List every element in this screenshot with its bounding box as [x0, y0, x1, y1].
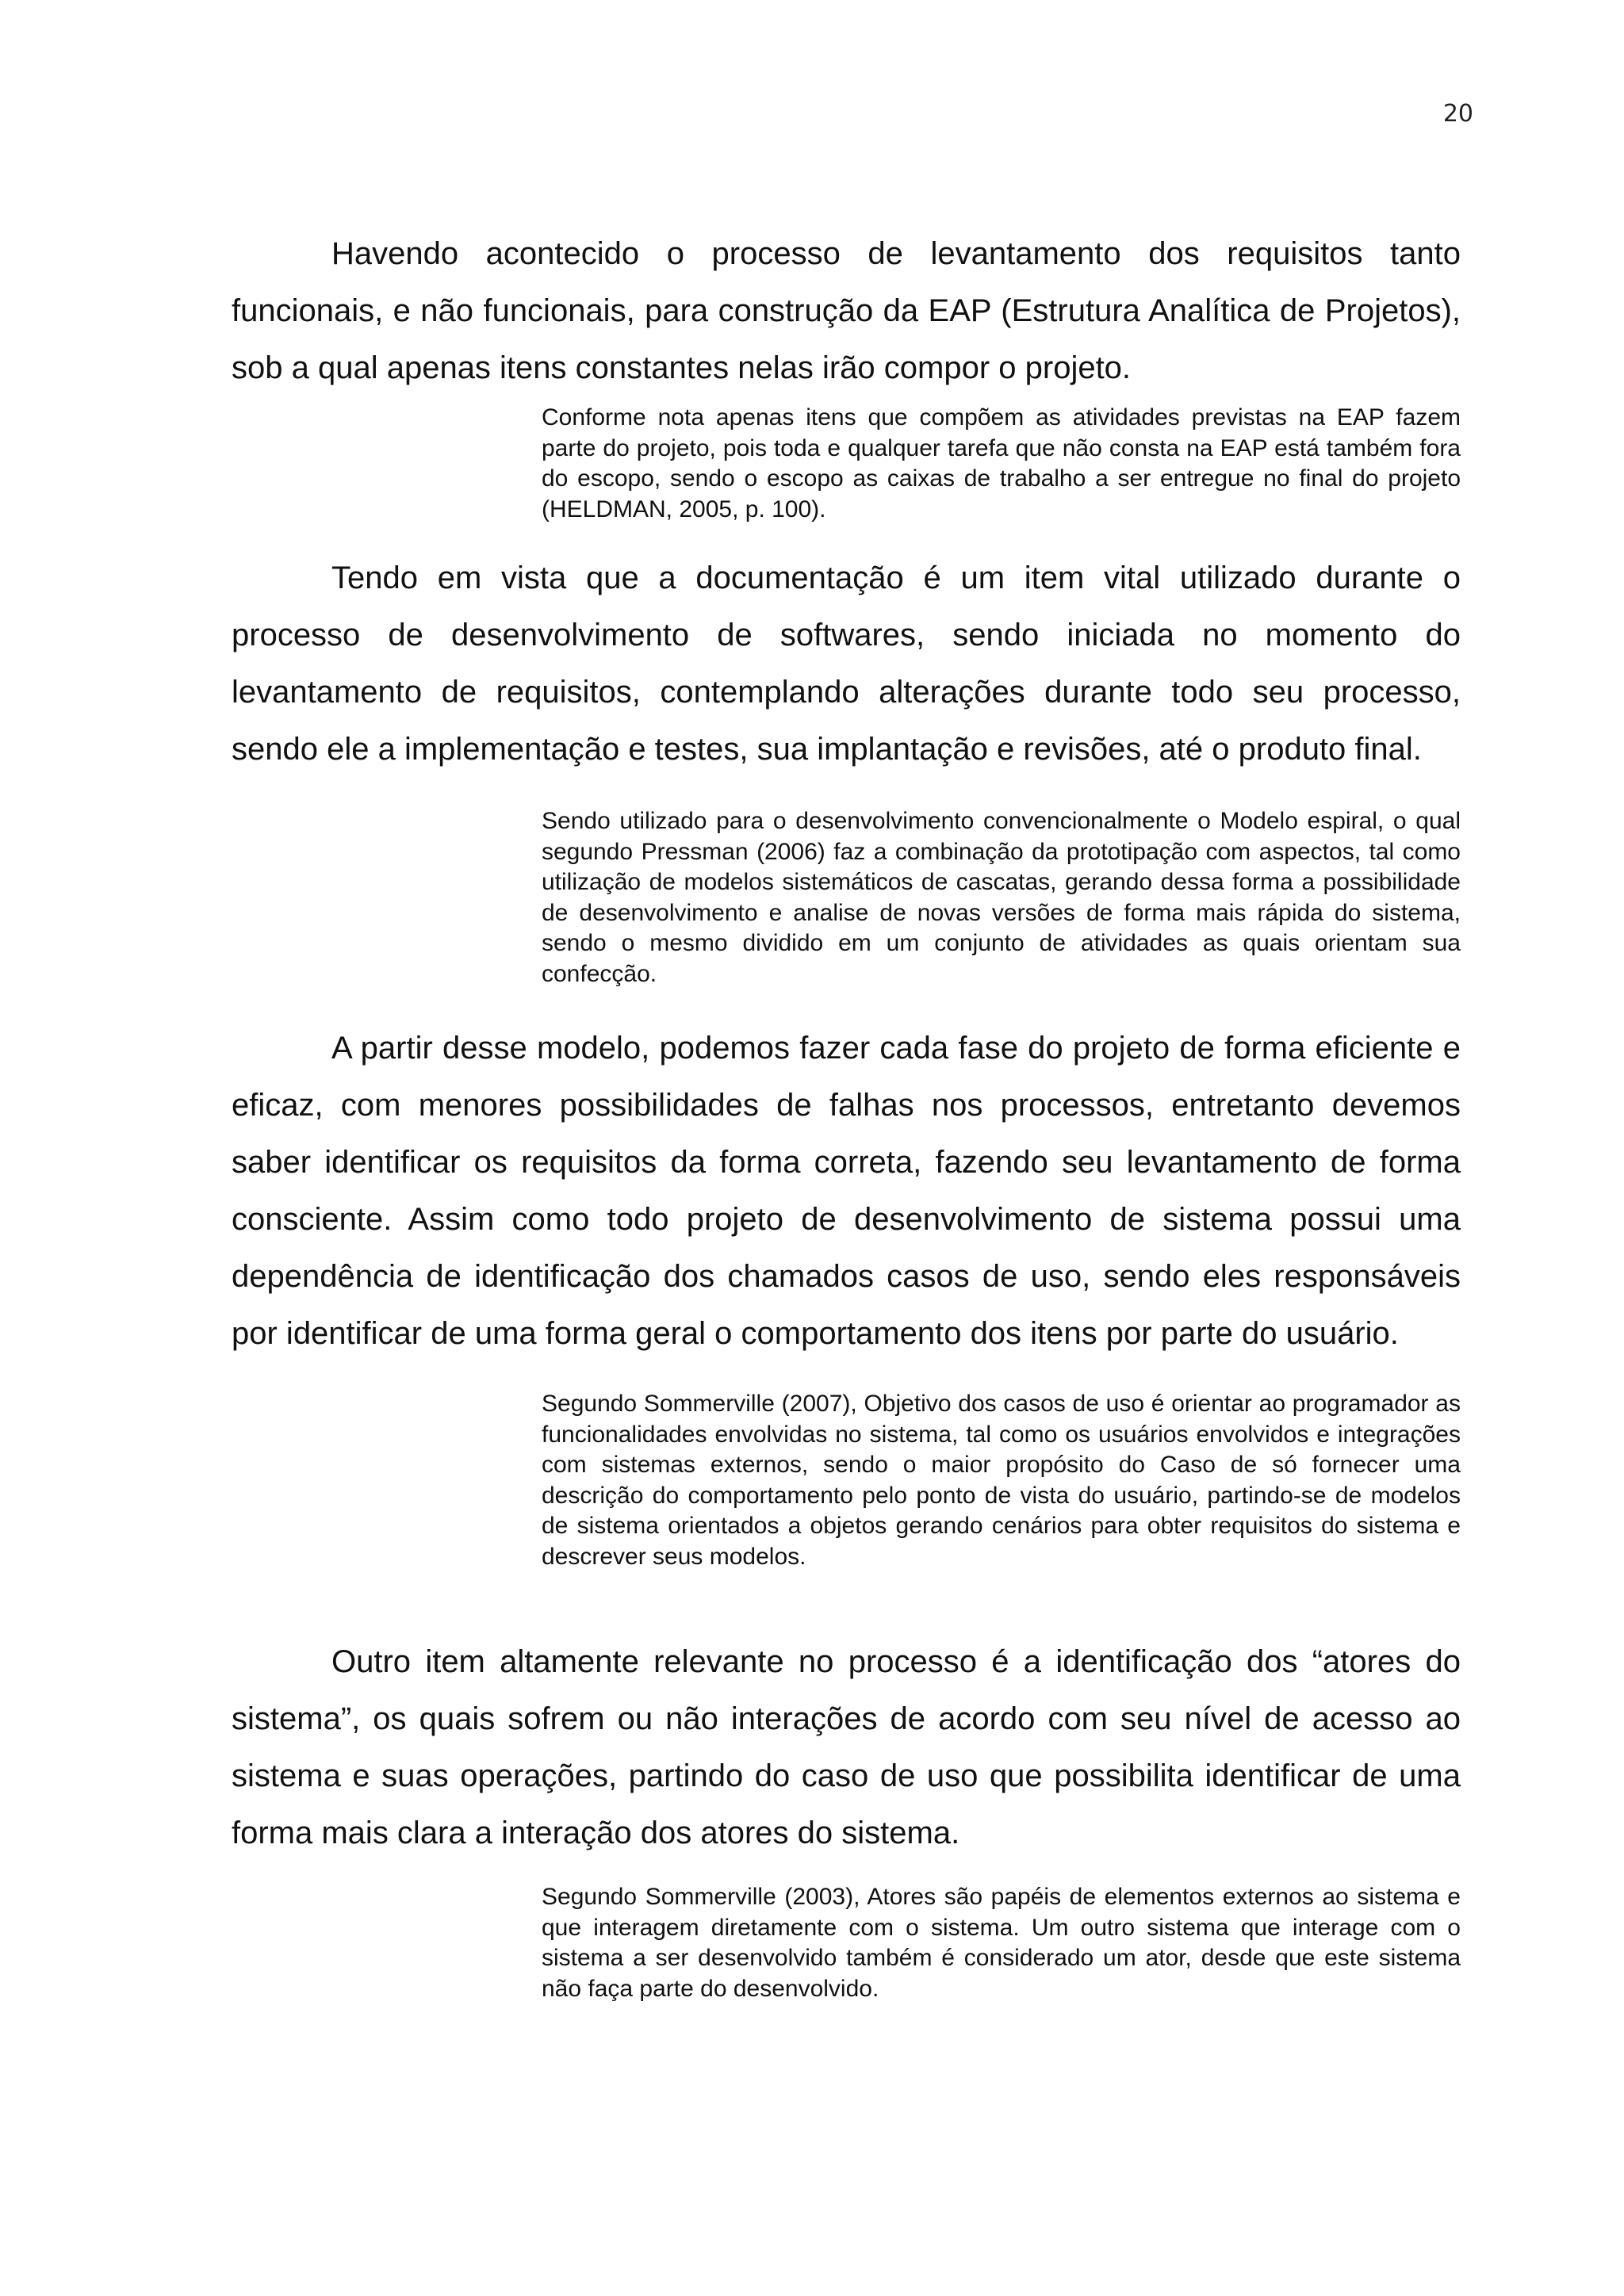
block-quote: Segundo Sommerville (2003), Atores são papéis de elementos externos ao sistema e que interagem diretamente com o sistema. Um outro sistema que interage com o sistema a ser desenvolvido também é considerado um ator, desde que este sistema não faça parte do desenvolvido. — [542, 1884, 1461, 2002]
body-paragraph: Tendo em vista que a documentação é um item vital utilizado durante o processo de desenvolvimento de softwares, sendo iniciada no momento do levantamento de requisitos, contemplando alterações durante todo seu processo, sendo ele a implementação e testes, sua implantação e revisões, até o produto final. — [232, 561, 1461, 767]
page-number: 20 — [1442, 100, 1473, 128]
block-quote: Sendo utilizado para o desenvolvimento convencionalmente o Modelo espiral, o qual segundo Pressman (2006) faz a combinação da prototipação com aspectos, tal como utilização de modelos sistemáticos de cascatas, gerando dessa forma a possibilidade de desenvolvimento e analise de novas versões de forma mais rápida do sistema, sendo o mesmo dividido em um conjunto de atividades as quais orientam sua confecção. — [542, 808, 1461, 987]
block-quote: Conforme nota apenas itens que compõem as atividades previstas na EAP fazem parte do projeto, pois toda e qualquer tarefa que não consta na EAP está também fora do escopo, sendo o escopo as caixas de trabalho a ser entregue no final do projeto (HELDMAN, 2005, p. 100). — [542, 404, 1461, 522]
body-paragraph: Outro item altamente relevante no processo é a identificação dos “atores do sistema”, os quais sofrem ou não interações de acordo com seu nível de acesso ao sistema e suas operações, partindo do caso de uso que possibilita identificar de uma forma mais clara a interação dos atores do sistema. — [232, 1644, 1461, 1850]
body-paragraph: A partir desse modelo, podemos fazer cada fase do projeto de forma eficiente e eficaz, com menores possibilidades de falhas nos processos, entretanto devemos saber identificar os requisitos da forma correta, fazendo seu levantamento de forma consciente. Assim como todo projeto de desenvolvimento de sistema possui uma dependência de identificação dos chamados casos de uso, sendo eles responsáveis por identificar de uma forma geral o comportamento dos itens por parte do usuário. — [232, 1031, 1461, 1351]
body-paragraph: Havendo acontecido o processo de levantamento dos requisitos tanto funcionais, e não funcionais, para construção da EAP (Estrutura Analítica de Projetos), sob a qual apenas itens constantes nelas irão compor o projeto. — [232, 236, 1461, 385]
block-quote: Segundo Sommerville (2007), Objetivo dos casos de uso é orientar ao programador as funcionalidades envolvidas no sistema, tal como os usuários envolvidos e integrações com sistemas externos, sendo o maior propósito do Caso de só fornecer uma descrição do comportamento pelo ponto de vista do usuário, partindo-se de modelos de sistema orientados a objetos gerando cenários para obter requisitos do sistema e descrever seus modelos. — [542, 1391, 1461, 1570]
